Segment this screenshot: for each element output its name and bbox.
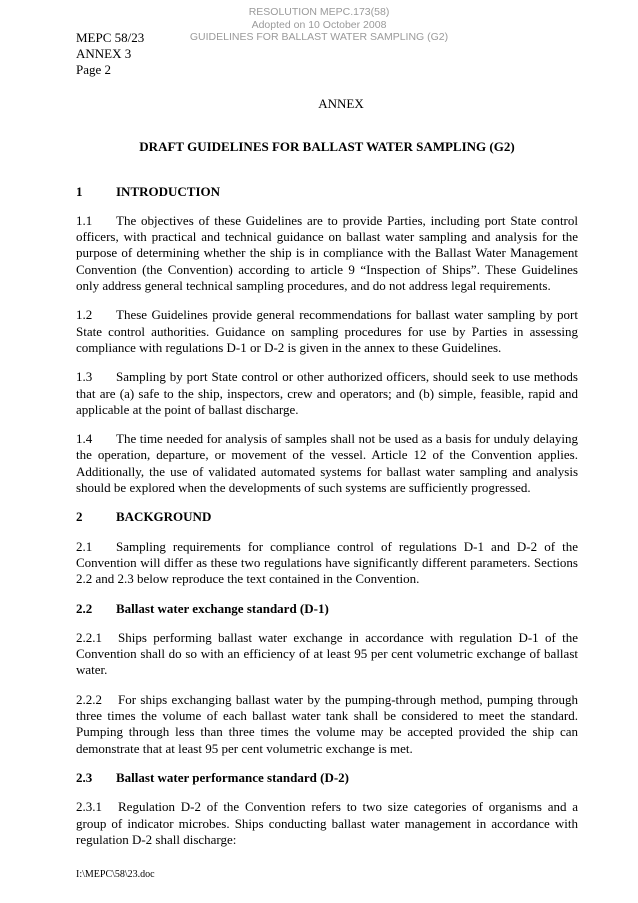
paragraph-number: 1.4	[76, 431, 93, 447]
subsection-heading-2-3	[76, 770, 578, 786]
paragraph-1-1	[76, 213, 578, 294]
document-reference	[76, 30, 144, 78]
section-title: Ballast water performance standard (D-2)	[116, 769, 349, 785]
paragraph-text: Ships performing ballast water exchange in accordance with regulation D-1 of the Convention shall do so with an efficiency of at least 95 per cent volumetric exchange of ballast water.	[76, 629, 578, 678]
paragraph-text: Sampling requirements for compliance control of regulations D-1 and D-2 of the Convention will differ as these two regulations have significantly different parameters. Sections 2.2 and 2.3 below reproduce the text contained in the Convention.	[76, 538, 578, 587]
paragraph-number: 1.1	[76, 212, 93, 228]
paragraph-2-1	[76, 539, 578, 588]
section-heading-1	[76, 184, 578, 200]
paragraph-text: These Guidelines provide general recommendations for ballast water sampling by port State control authorities. Guidance on sampling procedures for use by Parties in assessing compliance with regulations D-1 or D-2 is given in the annex to these Guidelines.	[76, 307, 578, 355]
annex-label: ANNEX	[318, 96, 364, 111]
section-number: 2	[76, 509, 83, 525]
subsection-heading-2-2	[76, 601, 578, 617]
section-title: BACKGROUND	[116, 509, 212, 525]
paragraph-1-2	[76, 307, 578, 356]
paragraph-text: The objectives of these Guidelines are to provide Parties, including port State control officers, with practical and technical guidance on ballast water sampling and analysis for the purpose of determining whether the ship is in compliance with the Ballast Water Management Convention (the Convention) according to article 9 “Inspection of Ships”. These Guidelines only address general technical sampling procedures, and do not address legal requirements.	[76, 212, 578, 294]
section-number: 1	[76, 183, 83, 199]
file-path-footer: I:\MEPC\58\23.doc	[76, 869, 155, 880]
paragraph-1-3	[76, 369, 578, 418]
paragraph-number: 2.3.1	[76, 799, 102, 815]
paragraph-2-3-1	[76, 799, 578, 848]
watermark-line-2: Adopted on 10 October 2008	[251, 18, 387, 31]
paragraph-text: For ships exchanging ballast water by the pumping-through method, pumping through three times the volume of each ballast water tank shall be considered to meet the standard. Pumping through less than three times the volume may be accepted provided the ship can demonstrate that at least 95 per cent volumetric exchange is met.	[76, 691, 578, 756]
document-body	[76, 96, 578, 861]
paragraph-text: The time needed for analysis of samples shall not be used as a basis for unduly delaying the operation, departure, or movement of the vessel. Article 12 of the Convention applies. Additionally, the use of validated automated systems for ballast water sampling and analysis should be explored when the developments of such systems are sufficiently progressed.	[76, 431, 578, 496]
paragraph-text: Sampling by port State control or other authorized officers, should seek to use methods that are (a) safe to the ship, inspectors, crew and operators; and (b) simple, feasible, rapid and applicable at the point of ballast discharge.	[76, 369, 578, 417]
section-title: INTRODUCTION	[116, 183, 221, 199]
section-number: 2.2	[76, 600, 93, 616]
paragraph-number: 1.2	[76, 307, 93, 323]
section-title: Ballast water exchange standard (D-1)	[116, 600, 329, 616]
paragraph-2-2-1	[76, 630, 578, 679]
paragraph-1-4	[76, 431, 578, 496]
section-heading-2	[76, 509, 578, 525]
paragraph-number: 2.1	[76, 538, 93, 554]
section-number: 2.3	[76, 769, 93, 785]
watermark-line-1: RESOLUTION MEPC.173(58)	[248, 6, 390, 18]
document-title: DRAFT GUIDELINES FOR BALLAST WATER SAMPLING (G2)	[139, 139, 515, 155]
page-number: Page 2	[76, 62, 112, 77]
paragraph-2-2-2	[76, 692, 578, 757]
watermark-line-3: GUIDELINES FOR BALLAST WATER SAMPLING (G2)	[189, 31, 449, 43]
paragraph-number: 2.2.1	[76, 629, 102, 645]
annex-ref: ANNEX 3	[76, 46, 132, 61]
doc-ref: MEPC 58/23	[76, 30, 145, 45]
paragraph-number: 1.3	[76, 369, 93, 385]
paragraph-text: Regulation D-2 of the Convention refers to two size categories of organisms and a group of indicator microbes. Ships conducting ballast water management in accordance with regulation D-2 shall discharge:	[76, 799, 578, 847]
paragraph-number: 2.2.2	[76, 691, 102, 707]
